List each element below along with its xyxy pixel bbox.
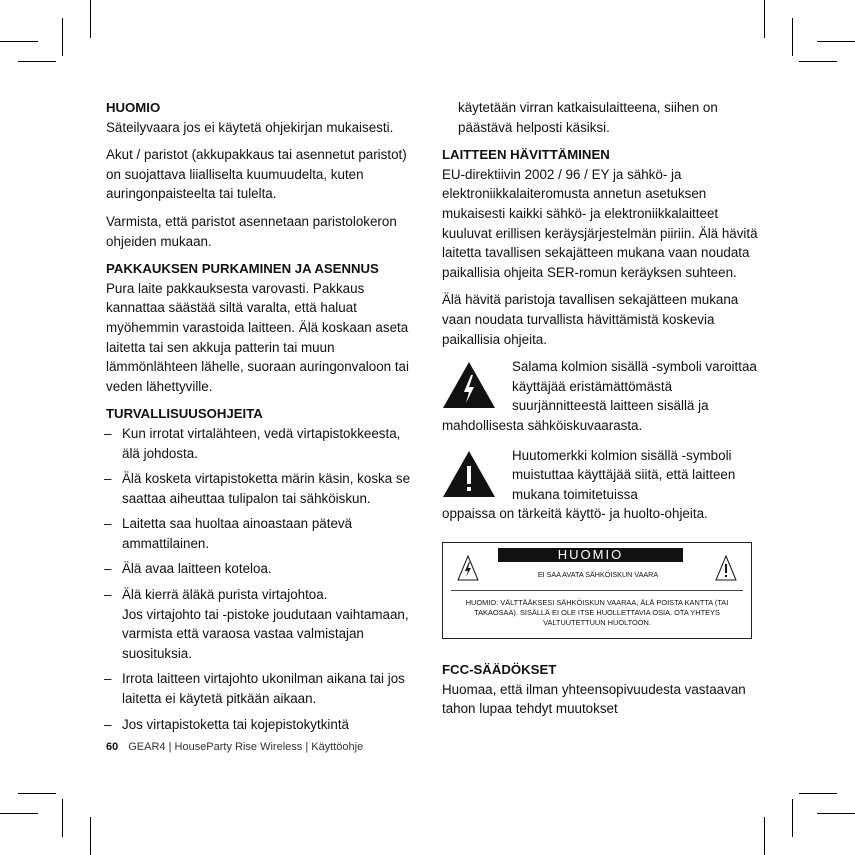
footer-text: GEAR4 | HouseParty Rise Wireless | Käyttöohje xyxy=(128,741,364,753)
lightning-triangle-icon xyxy=(457,555,479,581)
crop-mark xyxy=(817,41,855,42)
exclamation-warning xyxy=(442,446,762,524)
list-item: – Jos virtapistoketta tai kojepistokytkintä xyxy=(104,716,350,732)
battery-disposal-text: Älä hävitä paristoja tavallisen sekajätteen mukana vaan noudata turvallista hävittämistä koskevia paikallisia ohjeita. xyxy=(442,292,739,347)
caution-radiation-text: Säteilyvaara jos ei käytetä ohjekirjan mukaisesti. xyxy=(106,119,394,135)
caution-heading: HUOMIO xyxy=(106,100,161,115)
lightning-warning-text-end: mahdollisesta sähköiskuvaarasta. xyxy=(442,417,643,433)
page-number: 60 xyxy=(106,741,119,753)
crop-mark xyxy=(817,813,855,814)
list-item: – Kun irrotat virtalähteen, vedä virtapistokkeesta, älä johdosta. xyxy=(104,425,401,461)
left-column xyxy=(106,98,418,742)
right-column xyxy=(442,98,762,534)
caution-battery-install-text: Varmista, että paristot asennetaan paristolokeron ohjeiden mukaan. xyxy=(106,213,397,249)
crop-mark xyxy=(62,18,63,56)
caution-section xyxy=(106,98,418,251)
unpacking-text: Pura laite pakkauksesta varovasti. Pakkaus kannattaa säästää siltä varalta, että haluat myöhemmin varastoida laitteen. Älä koskaan aseta laitetta tai sen akkuja patterin tai muun lämmönlähteen lähelle, suoraan auringonvaloon tai veden lähettyville. xyxy=(106,280,409,394)
crop-mark xyxy=(62,799,63,837)
label-subtitle: EI SAA AVATA SÄHKÖISKUN VAARA xyxy=(537,570,659,579)
label-divider xyxy=(451,590,743,591)
disposal-heading: LAITTEEN HÄVITTÄMINEN xyxy=(442,147,610,163)
fcc-text: Huomaa, että ilman yhteensopivuudesta vastaavan tahon lupaa tehdyt muutokset xyxy=(442,681,746,717)
list-item: – Älä kierrä äläkä purista virtajohtoa. Jos virtajohto tai -pistoke joudutaan vaihtamaan, varmista että varaosa vastaa valmistajan suosituksia. xyxy=(104,587,409,661)
continuation-text: käytetään virran katkaisulaitteena, siihen on päästävä helposti käsiksi. xyxy=(458,100,718,135)
unpacking-heading: PAKKAUKSEN PURKAMINEN JA ASENNUS xyxy=(106,261,379,277)
crop-mark xyxy=(0,813,38,814)
exclamation-warning-text-end: oppaissa on tärkeitä käyttö- ja huolto-ohjeita. xyxy=(442,506,708,522)
lightning-warning xyxy=(442,357,762,435)
caution-battery-heat-text: Akut / paristot (akkupakkaus tai asennetut paristot) on suojattava liialliselta kuumuudelta, kuten auringonpaisteelta tai tulelta. xyxy=(106,147,407,202)
lightning-triangle-icon xyxy=(442,361,496,409)
exclamation-warning-text: Huutomerkki kolmion sisällä -symboli muistuttaa käyttäjää siitä, että laitteen mukana toimitetuissa xyxy=(512,447,736,502)
unpacking-section xyxy=(106,259,418,396)
disposal-section xyxy=(442,145,762,349)
disposal-text: EU-direktiivin 2002 / 96 / EY ja sähkö- ja elektroniikkalaiteromusta annetun asetuksen mukaisesti kaikki sähkö- ja elektroniikkalaitteet kuuluvat erillisen keräysjärjestelmän piiriin. Älä hävitä laitetta tavallisen sekajätteen mukana vaan noudata paikallisia ohjeita SER-romun keräyksen suhteen. xyxy=(442,166,758,280)
fcc-section xyxy=(442,660,762,719)
exclamation-triangle-icon xyxy=(715,555,737,581)
safety-heading: TURVALLISUUSOHJEITA xyxy=(106,406,263,422)
list-item: – Älä kosketa virtapistoketta märin käsin, koska se saattaa aiheuttaa tulipalon tai sähköiskun. xyxy=(104,471,411,506)
crop-mark xyxy=(18,793,56,794)
label-title: HUOMIO xyxy=(498,548,683,562)
warning-label-box xyxy=(442,542,752,639)
crop-mark xyxy=(18,61,56,62)
crop-mark xyxy=(764,817,765,855)
crop-mark xyxy=(764,0,765,38)
list-item: – Laitetta saa huoltaa ainoastaan pätevä ammattilainen. xyxy=(104,516,353,551)
crop-mark xyxy=(792,799,793,837)
safety-list xyxy=(106,424,418,734)
label-body: HUOMIO: VÄLTTÄÄKSESI SÄHKÖISKUN VAARAA, ÄLÄ POISTA KANTTA (TAI TAKAOSAA). SISÄLLÄ EI OLE ITSE HUOLLETTAVIA OSIA. OTA YHTEYS VALTUUTETTUUN HUOLTOON. xyxy=(465,598,729,627)
crop-mark xyxy=(0,41,38,42)
exclamation-triangle-icon xyxy=(442,450,496,498)
crop-mark xyxy=(799,793,837,794)
list-item: – Irrota laitteen virtajohto ukonilman aikana tai jos laitetta ei käytetä pitkään aikaan. xyxy=(104,671,405,707)
page-footer xyxy=(106,741,363,753)
crop-mark xyxy=(799,61,837,62)
list-item: – Älä avaa laitteen koteloa. xyxy=(104,561,272,577)
crop-mark xyxy=(792,18,793,56)
lightning-warning-text: Salama kolmion sisällä -symboli varoittaa käyttäjää eristämättömästä suurjännitteestä laitteen sisällä ja xyxy=(512,359,757,414)
safety-section xyxy=(106,404,418,734)
crop-mark xyxy=(90,817,91,855)
fcc-heading: FCC-SÄÄDÖKSET xyxy=(442,662,557,677)
crop-mark xyxy=(90,0,91,38)
